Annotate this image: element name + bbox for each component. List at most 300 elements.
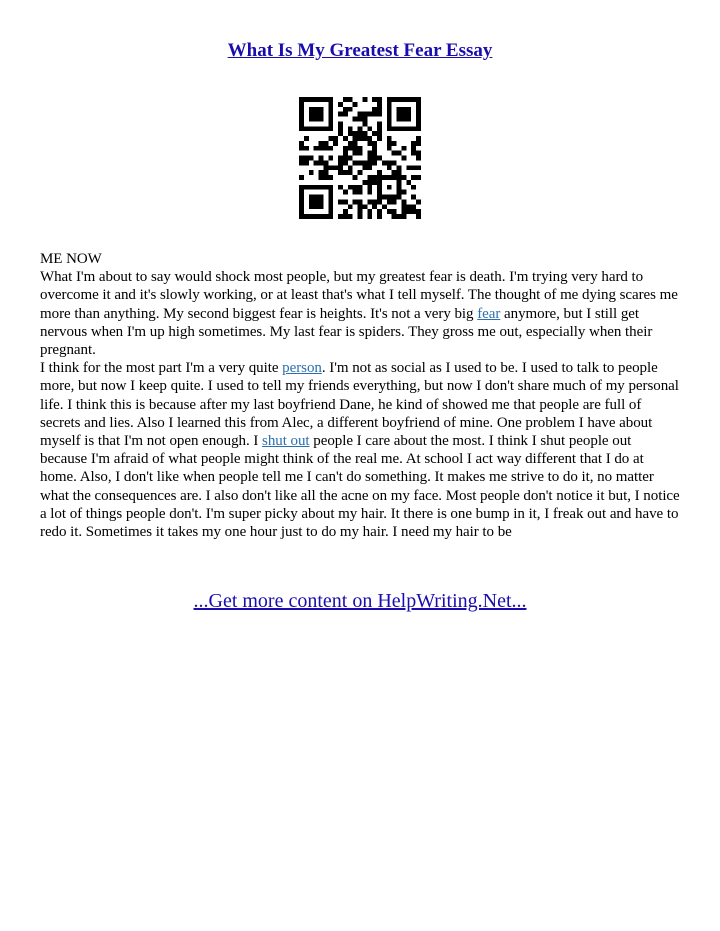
- qr-module: [411, 141, 416, 146]
- qr-module: [299, 97, 304, 102]
- qr-module: [304, 126, 309, 131]
- qr-module: [343, 151, 348, 156]
- shut-out-link[interactable]: shut out: [262, 433, 310, 450]
- qr-module: [397, 214, 402, 219]
- qr-module: [416, 126, 421, 131]
- qr-module: [358, 146, 363, 151]
- qr-module: [416, 107, 421, 112]
- more-content-section: [0, 588, 720, 614]
- qr-module: [328, 102, 333, 107]
- qr-module: [328, 214, 333, 219]
- qr-module: [387, 121, 392, 126]
- qr-module: [299, 214, 304, 219]
- qr-module: [358, 117, 363, 122]
- qr-module: [411, 204, 416, 209]
- qr-module: [328, 185, 333, 190]
- qr-module: [304, 185, 309, 190]
- qr-module: [358, 185, 363, 190]
- qr-module: [338, 131, 343, 136]
- qr-module: [353, 131, 358, 136]
- qr-module: [314, 185, 319, 190]
- qr-module: [397, 165, 402, 170]
- qr-module: [367, 190, 372, 195]
- qr-module: [392, 151, 397, 156]
- qr-module: [411, 195, 416, 200]
- qr-module: [358, 199, 363, 204]
- qr-module: [319, 126, 324, 131]
- qr-module: [309, 195, 314, 200]
- fear-link[interactable]: fear: [477, 305, 501, 322]
- qr-module: [401, 175, 406, 180]
- qr-module: [397, 195, 402, 200]
- qr-module: [377, 112, 382, 117]
- qr-module: [411, 97, 416, 102]
- qr-module: [348, 146, 353, 151]
- qr-module: [377, 190, 382, 195]
- qr-module: [353, 185, 358, 190]
- qr-module: [367, 185, 372, 190]
- qr-module: [328, 165, 333, 170]
- qr-module: [397, 117, 402, 122]
- qr-module: [323, 214, 328, 219]
- qr-module: [416, 199, 421, 204]
- qr-module: [353, 190, 358, 195]
- qr-module: [387, 165, 392, 170]
- qr-module: [362, 131, 367, 136]
- qr-module: [397, 185, 402, 190]
- qr-module: [348, 185, 353, 190]
- qr-module: [314, 204, 319, 209]
- qr-module: [309, 199, 314, 204]
- qr-module: [353, 136, 358, 141]
- page-title: [0, 38, 720, 64]
- essay-paragraph-1: [40, 268, 682, 359]
- qr-module: [343, 112, 348, 117]
- qr-module: [328, 195, 333, 200]
- qr-module: [353, 102, 358, 107]
- qr-module: [401, 204, 406, 209]
- qr-module: [416, 151, 421, 156]
- qr-module: [416, 141, 421, 146]
- qr-module: [309, 107, 314, 112]
- qr-module: [411, 209, 416, 214]
- qr-module: [367, 112, 372, 117]
- qr-module: [411, 185, 416, 190]
- qr-module: [319, 97, 324, 102]
- qr-module: [309, 97, 314, 102]
- qr-module: [406, 97, 411, 102]
- qr-module: [343, 170, 348, 175]
- qr-module: [304, 97, 309, 102]
- qr-module: [319, 141, 324, 146]
- qr-module: [362, 117, 367, 122]
- qr-module: [416, 102, 421, 107]
- qr-module: [338, 170, 343, 175]
- qr-module: [372, 199, 377, 204]
- qr-module: [323, 160, 328, 165]
- qr-module: [348, 97, 353, 102]
- qr-module: [372, 151, 377, 156]
- qr-module: [358, 214, 363, 219]
- qr-module: [377, 209, 382, 214]
- qr-module: [309, 117, 314, 122]
- qr-module: [328, 97, 333, 102]
- qr-module: [338, 199, 343, 204]
- qr-module: [309, 156, 314, 161]
- qr-module: [358, 170, 363, 175]
- title-link[interactable]: What Is My Greatest Fear Essay: [227, 40, 493, 61]
- qr-module: [348, 170, 353, 175]
- qr-module: [406, 126, 411, 131]
- qr-module: [299, 190, 304, 195]
- person-link[interactable]: person: [282, 360, 322, 377]
- qr-module: [299, 107, 304, 112]
- essay-text: anymore, but I still get nervous when I'm up high sometimes. My last fear is spiders. They gross me out, especially when their pregnant.: [40, 305, 653, 359]
- qr-module: [309, 112, 314, 117]
- qr-module: [377, 97, 382, 102]
- qr-module: [343, 214, 348, 219]
- qr-module: [406, 180, 411, 185]
- qr-module: [392, 97, 397, 102]
- qr-module: [362, 180, 367, 185]
- qr-module: [314, 97, 319, 102]
- qr-module: [397, 180, 402, 185]
- qr-code: [299, 97, 421, 219]
- qr-module: [299, 112, 304, 117]
- qr-module: [319, 117, 324, 122]
- qr-module: [397, 170, 402, 175]
- qr-module: [328, 190, 333, 195]
- qr-module: [338, 160, 343, 165]
- qr-module: [387, 136, 392, 141]
- qr-module: [299, 199, 304, 204]
- qr-module: [348, 107, 353, 112]
- qr-module: [323, 175, 328, 180]
- qr-module: [299, 185, 304, 190]
- qr-module: [372, 112, 377, 117]
- qr-module: [299, 160, 304, 165]
- qr-module: [377, 102, 382, 107]
- qr-module: [309, 204, 314, 209]
- qr-module: [406, 107, 411, 112]
- qr-module: [387, 141, 392, 146]
- essay-paragraph-2: [40, 359, 682, 541]
- qr-module: [377, 175, 382, 180]
- qr-module: [382, 204, 387, 209]
- qr-module: [372, 160, 377, 165]
- qr-module: [328, 121, 333, 126]
- qr-module: [348, 214, 353, 219]
- qr-module: [309, 214, 314, 219]
- qr-module: [411, 165, 416, 170]
- qr-module: [304, 136, 309, 141]
- qr-module: [323, 185, 328, 190]
- qr-module: [401, 107, 406, 112]
- qr-module: [362, 160, 367, 165]
- qr-module: [328, 209, 333, 214]
- qr-module: [392, 175, 397, 180]
- qr-module: [392, 195, 397, 200]
- qr-module: [397, 126, 402, 131]
- qr-module: [416, 165, 421, 170]
- qr-module: [338, 165, 343, 170]
- essay-text: I think for the most part I'm a very quite: [40, 360, 283, 377]
- qr-module: [387, 126, 392, 131]
- qr-module: [377, 180, 382, 185]
- qr-module: [319, 214, 324, 219]
- qr-module: [377, 185, 382, 190]
- qr-module: [411, 151, 416, 156]
- qr-module: [387, 107, 392, 112]
- qr-module: [367, 214, 372, 219]
- qr-module: [377, 107, 382, 112]
- qr-module: [323, 97, 328, 102]
- qr-module: [382, 195, 387, 200]
- qr-module: [401, 117, 406, 122]
- qr-module: [387, 185, 392, 190]
- qr-module: [401, 112, 406, 117]
- qr-module: [343, 97, 348, 102]
- qr-module: [314, 195, 319, 200]
- qr-module: [372, 180, 377, 185]
- qr-module: [416, 121, 421, 126]
- qr-module: [353, 175, 358, 180]
- qr-module: [387, 97, 392, 102]
- qr-module: [358, 136, 363, 141]
- qr-module: [401, 156, 406, 161]
- qr-module: [328, 117, 333, 122]
- qr-module: [338, 121, 343, 126]
- qr-module: [358, 190, 363, 195]
- qr-module: [314, 160, 319, 165]
- qr-module: [319, 156, 324, 161]
- qr-module: [411, 126, 416, 131]
- qr-module: [392, 126, 397, 131]
- qr-module: [372, 156, 377, 161]
- qr-module: [406, 117, 411, 122]
- qr-module: [362, 112, 367, 117]
- qr-module: [406, 204, 411, 209]
- qr-module: [397, 190, 402, 195]
- qr-module: [328, 136, 333, 141]
- qr-module: [411, 146, 416, 151]
- qr-module: [416, 214, 421, 219]
- qr-module: [319, 107, 324, 112]
- qr-module: [319, 175, 324, 180]
- qr-module: [367, 165, 372, 170]
- qr-module: [401, 97, 406, 102]
- qr-module: [348, 165, 353, 170]
- qr-module: [343, 136, 348, 141]
- qr-module: [397, 151, 402, 156]
- qr-module: [338, 214, 343, 219]
- qr-module: [314, 214, 319, 219]
- qr-module: [333, 136, 338, 141]
- qr-module: [299, 121, 304, 126]
- qr-module: [372, 107, 377, 112]
- qr-module: [353, 151, 358, 156]
- qr-module: [319, 160, 324, 165]
- qr-module: [353, 146, 358, 151]
- qr-module: [328, 175, 333, 180]
- qr-module: [343, 156, 348, 161]
- qr-module: [304, 160, 309, 165]
- qr-module: [416, 156, 421, 161]
- qr-module: [319, 199, 324, 204]
- qr-module: [392, 141, 397, 146]
- qr-module: [358, 151, 363, 156]
- qr-module: [309, 185, 314, 190]
- qr-module: [362, 136, 367, 141]
- qr-module: [314, 117, 319, 122]
- qr-module: [387, 195, 392, 200]
- qr-module: [299, 209, 304, 214]
- essay-body: [40, 250, 682, 541]
- qr-module: [382, 175, 387, 180]
- qr-module: [416, 117, 421, 122]
- qr-module: [328, 146, 333, 151]
- qr-module: [401, 190, 406, 195]
- qr-module: [319, 112, 324, 117]
- qr-module: [392, 199, 397, 204]
- qr-module: [416, 209, 421, 214]
- essay-text: people I care about the most. I think I shut people out because I'm afraid of what people might think of the real me. At school I act way different that I do at home. Also, I don't like when people tell me I can't do something. It makes me strive to do it, no matter what the consequences are. I also don't like all the acne on my face. Most people don't notice it but, I notice a lot of things people don't. I'm super picky about my hair. It there is one bump in it, I freak out and have to redo it. Sometimes it takes my one hour just to do my hair. I need my hair to be: [40, 433, 680, 541]
- qr-module: [387, 146, 392, 151]
- qr-module: [367, 126, 372, 131]
- more-content-link[interactable]: ...Get more content on HelpWriting.Net...: [193, 590, 527, 612]
- qr-module: [397, 97, 402, 102]
- qr-module: [392, 214, 397, 219]
- qr-module: [299, 204, 304, 209]
- qr-module: [387, 102, 392, 107]
- qr-module: [323, 141, 328, 146]
- qr-module: [367, 151, 372, 156]
- qr-module: [416, 112, 421, 117]
- qr-module: [343, 199, 348, 204]
- qr-module: [377, 195, 382, 200]
- qr-module: [304, 214, 309, 219]
- qr-module: [353, 160, 358, 165]
- qr-module: [343, 209, 348, 214]
- qr-module: [319, 146, 324, 151]
- qr-module: [358, 160, 363, 165]
- qr-module: [372, 141, 377, 146]
- qr-module: [314, 107, 319, 112]
- qr-code-icon: [299, 97, 421, 219]
- qr-module: [377, 121, 382, 126]
- qr-module: [353, 117, 358, 122]
- qr-module: [367, 199, 372, 204]
- qr-module: [401, 126, 406, 131]
- qr-module: [367, 175, 372, 180]
- qr-module: [299, 102, 304, 107]
- qr-module: [387, 199, 392, 204]
- qr-module: [372, 131, 377, 136]
- qr-module: [411, 175, 416, 180]
- qr-module: [367, 156, 372, 161]
- qr-module: [401, 214, 406, 219]
- qr-module: [299, 141, 304, 146]
- qr-module: [367, 209, 372, 214]
- qr-module: [387, 117, 392, 122]
- qr-module: [377, 126, 382, 131]
- qr-module: [387, 209, 392, 214]
- qr-module: [328, 204, 333, 209]
- qr-module: [348, 156, 353, 161]
- qr-module: [406, 209, 411, 214]
- qr-module: [372, 146, 377, 151]
- qr-module: [333, 141, 338, 146]
- qr-module: [377, 199, 382, 204]
- qr-module: [392, 209, 397, 214]
- qr-module: [299, 156, 304, 161]
- qr-module: [397, 107, 402, 112]
- qr-module: [319, 185, 324, 190]
- qr-module: [362, 97, 367, 102]
- qr-module: [401, 199, 406, 204]
- qr-module: [323, 165, 328, 170]
- qr-module: [343, 107, 348, 112]
- qr-module: [362, 204, 367, 209]
- qr-module: [382, 160, 387, 165]
- qr-module: [323, 146, 328, 151]
- qr-module: [392, 170, 397, 175]
- qr-module: [401, 209, 406, 214]
- qr-module: [314, 126, 319, 131]
- qr-module: [343, 190, 348, 195]
- qr-module: [323, 170, 328, 175]
- qr-module: [392, 160, 397, 165]
- qr-module: [401, 146, 406, 151]
- qr-module: [338, 112, 343, 117]
- qr-module: [358, 112, 363, 117]
- qr-module: [328, 156, 333, 161]
- qr-module: [319, 195, 324, 200]
- qr-module: [416, 97, 421, 102]
- qr-module: [338, 102, 343, 107]
- qr-module: [353, 141, 358, 146]
- qr-module: [362, 121, 367, 126]
- qr-module: [387, 175, 392, 180]
- qr-module: [377, 156, 382, 161]
- qr-module: [304, 156, 309, 161]
- essay-text: What I'm about to say would shock most people, but my greatest fear is death. I'm trying very hard to overcome it and it's slowly working, or at least that's what I tell myself. The thought of me dying scares me more than anything. My second biggest fear is heights. It's not a very big: [40, 269, 678, 322]
- qr-module: [358, 131, 363, 136]
- qr-module: [348, 204, 353, 209]
- qr-module: [328, 107, 333, 112]
- qr-module: [372, 97, 377, 102]
- qr-module: [323, 126, 328, 131]
- qr-module: [299, 195, 304, 200]
- qr-module: [319, 170, 324, 175]
- qr-module: [348, 131, 353, 136]
- essay-heading: ME NOW: [40, 251, 102, 267]
- qr-module: [314, 112, 319, 117]
- qr-module: [343, 160, 348, 165]
- qr-module: [358, 126, 363, 131]
- essay-text: . I'm not as social as I used to be. I used to talk to people more, but now I keep quite. I used to tell my friends everything, but now I don't share much of my personal life. I think this is because after my last boyfriend Dane, he kind of showed me that people are full of secrets and lies. Also I learned this from Alec, a different boyfriend of mine. One problem I have about myself is that I'm not open enough. I: [40, 360, 679, 450]
- qr-module: [314, 146, 319, 151]
- qr-module: [358, 209, 363, 214]
- qr-module: [367, 141, 372, 146]
- qr-module: [377, 131, 382, 136]
- qr-module: [309, 126, 314, 131]
- qr-module: [387, 112, 392, 117]
- qr-module: [319, 204, 324, 209]
- qr-module: [299, 126, 304, 131]
- qr-module: [333, 165, 338, 170]
- qr-module: [299, 175, 304, 180]
